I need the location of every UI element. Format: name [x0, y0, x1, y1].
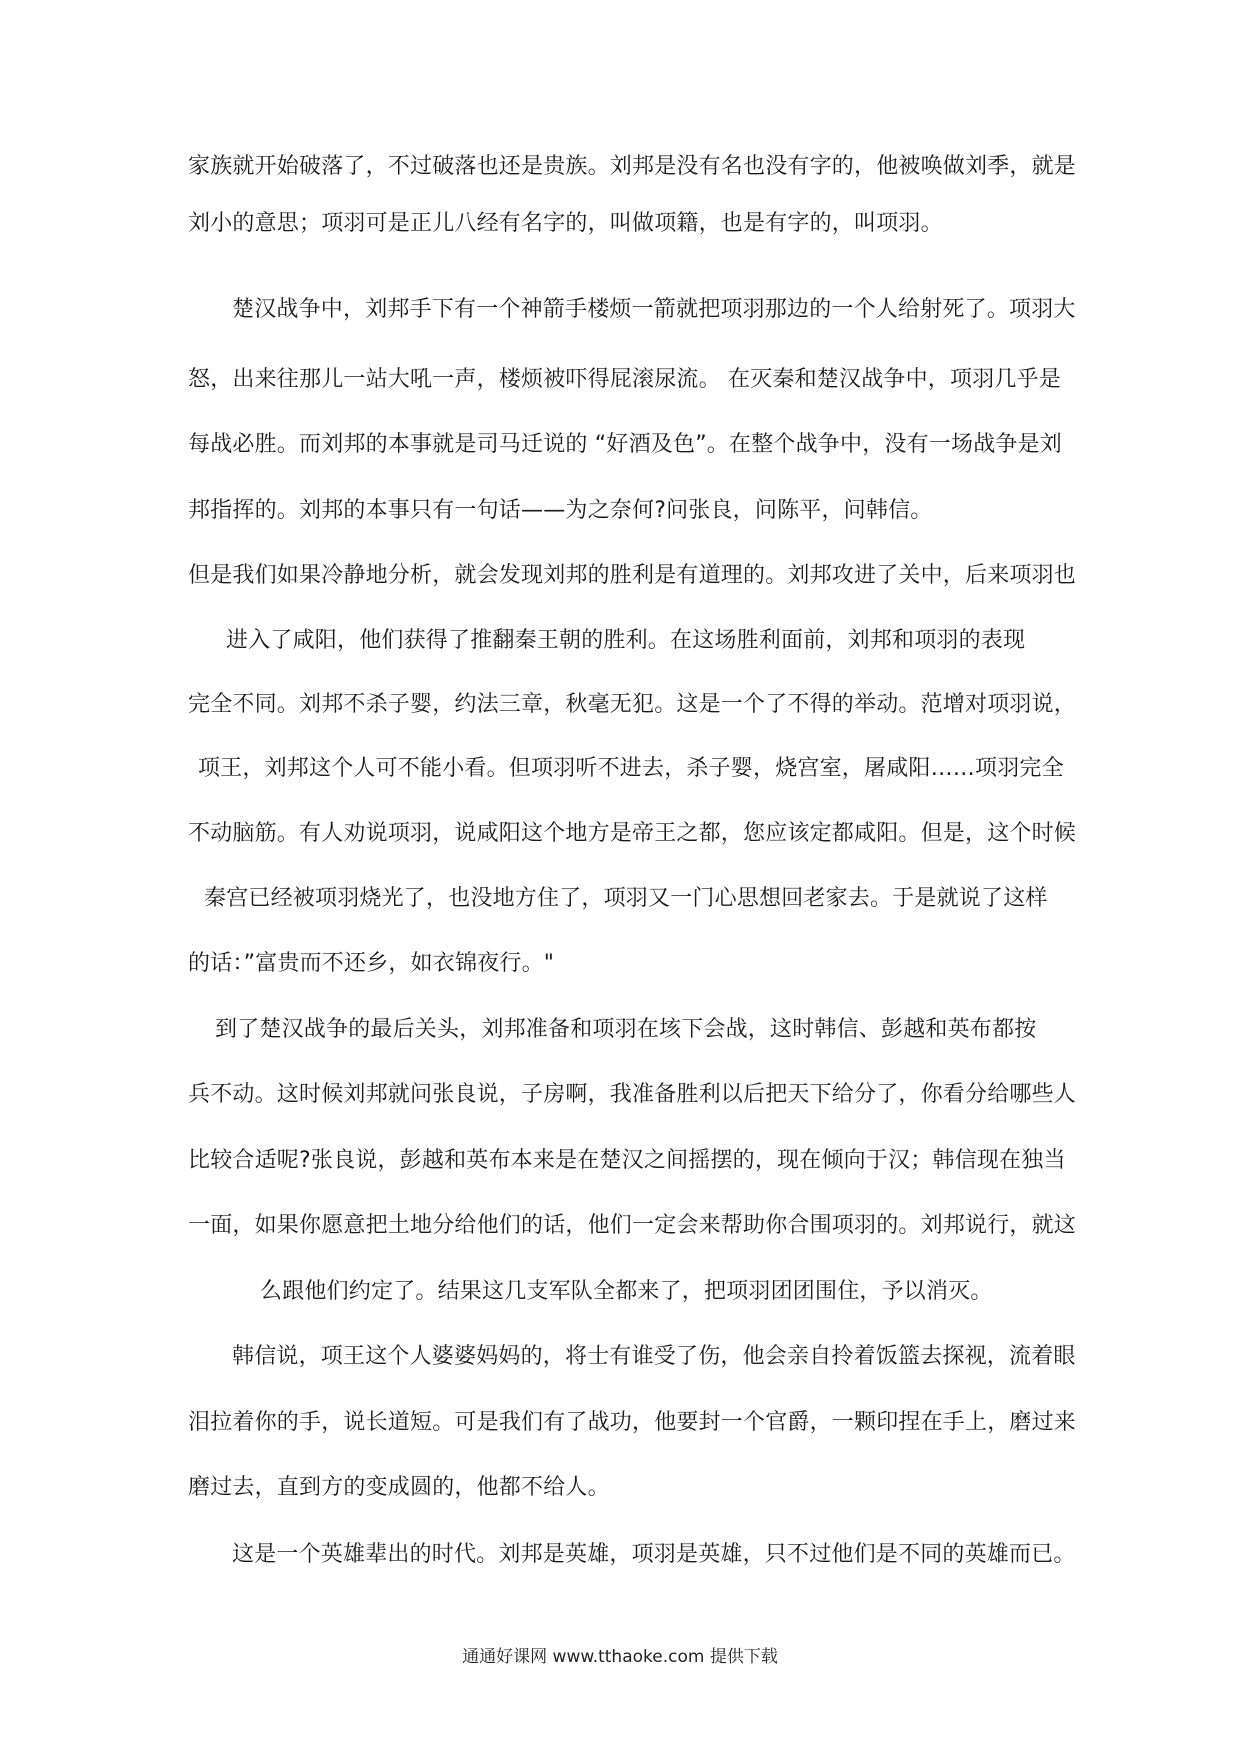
text-line: 怒，出来往那儿一站大吼一声，楼烦被吓得屁滚尿流。 在灭秦和楚汉战争中，项羽几乎是 — [188, 367, 1061, 392]
text-line: 家族就开始破落了，不过破落也还是贵族。刘邦是没有名也没有字的，他被唤做刘季，就是 — [188, 154, 1077, 179]
text-line: 刘小的意思；项羽可是正儿八经有名字的，叫做项籍，也是有字的，叫项羽。 — [188, 211, 943, 236]
text-line: 楚汉战争中，刘邦手下有一个神箭手楼烦一箭就把项羽那边的一个人给射死了。项羽大 — [232, 297, 1076, 322]
text-line: 一面，如果你愿意把土地分给他们的话，他们一定会来帮助你合围项羽的。刘邦说行，就这 — [188, 1213, 1077, 1238]
text-line: 但是我们如果冷静地分析，就会发现刘邦的胜利是有道理的。刘邦攻进了关中，后来项羽也 — [188, 563, 1077, 588]
footer-source-note: 通通好课网 www.tthaoke.com 提供下载 — [462, 1647, 778, 1667]
text-line: 泪拉着你的手，说长道短。可是我们有了战功，他要封一个官爵，一颗印捏在手上，磨过来 — [188, 1410, 1077, 1435]
text-line: 每战必胜。而刘邦的本事就是司马迁说的 “好酒及色”。在整个战争中，没有一场战争是刘 — [188, 432, 1062, 457]
text-line: 不动脑筋。有人劝说项羽，说咸阳这个地方是帝王之都，您应该定都咸阳。但是，这个时候 — [188, 821, 1077, 846]
text-line: 兵不动。这时候刘邦就问张良说，子房啊，我准备胜利以后把天下给分了，你看分给哪些人 — [188, 1082, 1077, 1107]
text-line: 的话：”富贵而不还乡，如衣锦夜行。" — [188, 951, 555, 976]
text-line: 邦指挥的。刘邦的本事只有一句话——为之奈何?问张良，问陈平，问韩信。 — [188, 498, 933, 523]
text-line: 韩信说，项王这个人婆婆妈妈的，将士有谁受了伤，他会亲自拎着饭篮去探视，流着眼 — [232, 1344, 1076, 1369]
text-line: 磨过去，直到方的变成圆的，他都不给人。 — [188, 1475, 610, 1500]
text-line: 项王，刘邦这个人可不能小看。但项羽听不进去，杀子婴，烧宫室，屠咸阳……项羽完全 — [198, 756, 1064, 781]
text-line: 完全不同。刘邦不杀子婴，约法三章，秋毫无犯。这是一个了不得的举动。范增对项羽说， — [188, 692, 1077, 717]
text-line: 到了楚汉战争的最后关头，刘邦准备和项羽在垓下会战，这时韩信、彭越和英布都按 — [215, 1017, 1037, 1042]
text-line: 秦宫已经被项羽烧光了，也没地方住了，项羽又一门心思想回老家去。于是就说了这样 — [204, 886, 1048, 911]
text-line: 么跟他们约定了。结果这几支军队全都来了，把项羽团团围住，予以消灭。 — [260, 1279, 993, 1304]
text-line: 进入了咸阳，他们获得了推翻秦王朝的胜利。在这场胜利面前，刘邦和项羽的表现 — [226, 628, 1026, 653]
text-line: 比较合适呢?张良说，彭越和英布本来是在楚汉之间摇摆的，现在倾向于汉；韩信现在独当 — [188, 1148, 1066, 1173]
text-line: 这是一个英雄辈出的时代。刘邦是英雄，项羽是英雄，只不过他们是不同的英雄而已。 — [232, 1542, 1076, 1567]
